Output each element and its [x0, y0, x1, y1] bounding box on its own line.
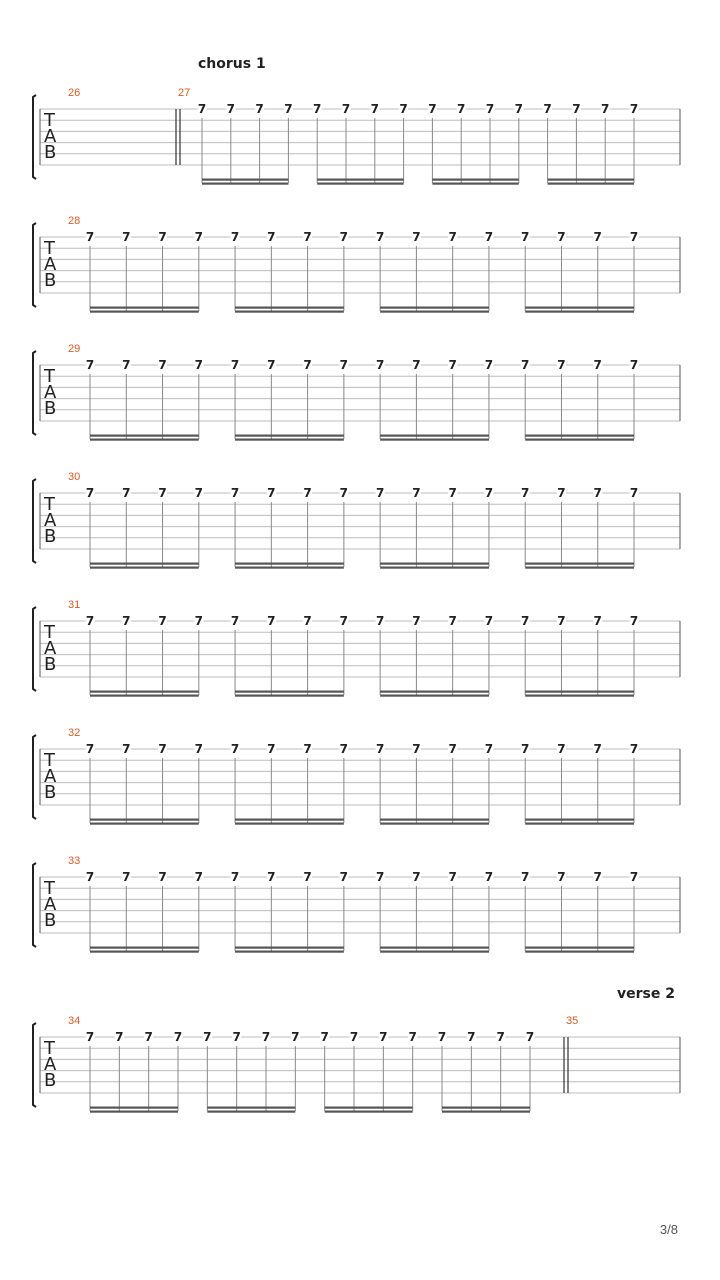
fret-number: 7: [230, 742, 240, 756]
fret-number: 7: [496, 1030, 505, 1044]
fret-number: 7: [267, 742, 276, 756]
beam: [548, 179, 634, 181]
beam: [90, 823, 199, 825]
fret-number: 7: [399, 102, 408, 116]
fret-number: 7: [629, 102, 639, 116]
tab-clef-letter: B: [44, 910, 57, 931]
fret-number: 7: [412, 870, 421, 884]
fret-number: 7: [484, 870, 494, 884]
fret-number: 7: [122, 486, 131, 500]
tab-system: [33, 599, 680, 697]
fret-number: 7: [629, 358, 639, 372]
beam: [380, 695, 489, 697]
fret-number: 7: [629, 870, 639, 884]
fret-number: 7: [194, 486, 203, 500]
beam: [525, 947, 634, 949]
fret-number: 7: [521, 870, 530, 884]
system-bracket: [33, 1023, 36, 1107]
fret-number: 7: [457, 102, 466, 116]
fret-number: 7: [484, 486, 494, 500]
measure-number: 30: [68, 471, 81, 483]
tab-clef-letter: T: [44, 750, 55, 771]
tab-clef-letter: A: [44, 510, 57, 531]
fret-number: 7: [158, 486, 167, 500]
beam: [525, 311, 634, 313]
beam: [380, 819, 489, 821]
fret-number: 7: [593, 614, 602, 628]
tab-system: [33, 727, 680, 825]
fret-number: 7: [375, 230, 385, 244]
tab-clef-letter: A: [44, 638, 57, 659]
fret-number: 7: [267, 614, 276, 628]
fret-number: 7: [339, 870, 349, 884]
beam: [90, 1111, 178, 1113]
fret-number: 7: [412, 614, 421, 628]
fret-number: 7: [122, 870, 131, 884]
fret-number: 7: [267, 230, 276, 244]
section-label: verse 2: [617, 986, 675, 1002]
fret-number: 7: [375, 358, 385, 372]
fret-number: 7: [230, 358, 240, 372]
fret-number: 7: [448, 614, 457, 628]
beam: [90, 307, 199, 309]
beam: [90, 951, 199, 953]
fret-number: 7: [375, 742, 385, 756]
fret-number: 7: [375, 870, 385, 884]
fret-number: 7: [85, 1030, 95, 1044]
tab-clef-letter: A: [44, 254, 57, 275]
fret-number: 7: [557, 742, 566, 756]
beam: [235, 307, 344, 309]
fret-number: 7: [521, 742, 530, 756]
fret-number: 7: [261, 1030, 271, 1044]
system-bracket: [33, 351, 36, 435]
beam: [525, 951, 634, 953]
fret-number: 7: [158, 742, 167, 756]
fret-number: 7: [197, 102, 207, 116]
beam: [525, 567, 634, 569]
fret-number: 7: [339, 358, 349, 372]
fret-number: 7: [230, 486, 240, 500]
fret-number: 7: [408, 1030, 417, 1044]
fret-number: 7: [572, 102, 581, 116]
beam: [380, 823, 489, 825]
system-bracket: [33, 223, 36, 307]
fret-number: 7: [593, 486, 602, 500]
fret-number: 7: [629, 230, 639, 244]
beam: [207, 1107, 295, 1109]
system-bracket: [33, 607, 36, 691]
tab-clef-letter: A: [44, 1054, 57, 1075]
beam: [90, 947, 199, 949]
measure-number: 35: [566, 1015, 579, 1027]
fret-number: 7: [158, 870, 167, 884]
tab-clef-letter: T: [44, 366, 55, 387]
fret-number: 7: [339, 614, 349, 628]
beam: [90, 695, 199, 697]
beam: [380, 947, 489, 949]
fret-number: 7: [115, 1030, 124, 1044]
beam: [90, 567, 199, 569]
beam: [525, 819, 634, 821]
tab-clef-letter: A: [44, 766, 57, 787]
fret-number: 7: [267, 358, 276, 372]
fret-number: 7: [339, 486, 349, 500]
beam: [525, 563, 634, 565]
beam: [235, 435, 344, 437]
fret-number: 7: [593, 230, 602, 244]
fret-number: 7: [122, 742, 131, 756]
fret-number: 7: [437, 1030, 447, 1044]
fret-number: 7: [467, 1030, 476, 1044]
measure-number: 29: [68, 343, 81, 355]
fret-number: 7: [122, 358, 131, 372]
beam: [235, 311, 344, 313]
section-label: chorus 1: [198, 56, 266, 72]
beam: [432, 179, 518, 181]
beam: [90, 1107, 178, 1109]
fret-number: 7: [375, 486, 385, 500]
tab-system: [33, 215, 680, 313]
tab-clef-letter: T: [44, 622, 55, 643]
beam: [432, 183, 518, 185]
fret-number: 7: [303, 358, 312, 372]
fret-number: 7: [629, 486, 639, 500]
fret-number: 7: [194, 358, 203, 372]
fret-number: 7: [85, 230, 95, 244]
fret-number: 7: [448, 358, 457, 372]
fret-number: 7: [303, 486, 312, 500]
beam: [525, 439, 634, 441]
fret-number: 7: [557, 486, 566, 500]
fret-number: 7: [484, 742, 494, 756]
tab-system: [33, 986, 680, 1113]
fret-number: 7: [557, 230, 566, 244]
beam: [202, 179, 288, 181]
fret-number: 7: [85, 614, 95, 628]
fret-number: 7: [158, 358, 167, 372]
fret-number: 7: [284, 102, 293, 116]
fret-number: 7: [412, 486, 421, 500]
fret-number: 7: [485, 102, 495, 116]
fret-number: 7: [484, 230, 494, 244]
fret-number: 7: [85, 358, 95, 372]
measure-number: 26: [68, 87, 81, 99]
fret-number: 7: [230, 230, 240, 244]
measure-number: 34: [68, 1015, 81, 1027]
fret-number: 7: [122, 614, 131, 628]
tab-clef-letter: T: [44, 110, 55, 131]
beam: [235, 439, 344, 441]
fret-number: 7: [521, 614, 530, 628]
fret-number: 7: [521, 486, 530, 500]
beam: [525, 695, 634, 697]
measure-number: 32: [68, 727, 81, 739]
fret-number: 7: [255, 102, 264, 116]
beam: [442, 1111, 530, 1113]
beam: [442, 1107, 530, 1109]
beam: [325, 1107, 413, 1109]
fret-number: 7: [629, 614, 639, 628]
beam: [525, 307, 634, 309]
beam: [380, 307, 489, 309]
beam: [90, 311, 199, 313]
fret-number: 7: [341, 102, 351, 116]
beam: [380, 691, 489, 693]
fret-number: 7: [122, 230, 131, 244]
fret-number: 7: [313, 102, 322, 116]
fret-number: 7: [85, 742, 95, 756]
fret-number: 7: [521, 358, 530, 372]
fret-number: 7: [303, 870, 312, 884]
tab-clef-letter: T: [44, 238, 55, 259]
beam: [235, 567, 344, 569]
fret-number: 7: [593, 742, 602, 756]
system-bracket: [33, 95, 36, 179]
fret-number: 7: [267, 870, 276, 884]
beam: [90, 563, 199, 565]
fret-number: 7: [525, 1030, 535, 1044]
fret-number: 7: [557, 358, 566, 372]
beam: [380, 951, 489, 953]
tab-clef-letter: T: [44, 1038, 55, 1059]
beam: [235, 819, 344, 821]
fret-number: 7: [339, 230, 349, 244]
fret-number: 7: [514, 102, 523, 116]
fret-number: 7: [448, 230, 457, 244]
fret-number: 7: [448, 486, 457, 500]
tab-clef-letter: B: [44, 142, 57, 163]
beam: [325, 1111, 413, 1113]
fret-number: 7: [375, 614, 385, 628]
measure-number: 31: [68, 599, 81, 611]
fret-number: 7: [557, 614, 566, 628]
fret-number: 7: [267, 486, 276, 500]
fret-number: 7: [448, 742, 457, 756]
tab-system: [33, 56, 680, 185]
beam: [525, 435, 634, 437]
fret-number: 7: [194, 614, 203, 628]
beam: [380, 435, 489, 437]
system-bracket: [33, 863, 36, 947]
tab-system: [33, 343, 680, 441]
fret-number: 7: [203, 1030, 212, 1044]
tab-clef-letter: A: [44, 126, 57, 147]
beam: [380, 311, 489, 313]
fret-number: 7: [194, 870, 203, 884]
fret-number: 7: [349, 1030, 359, 1044]
fret-number: 7: [484, 358, 494, 372]
fret-number: 7: [173, 1030, 183, 1044]
tab-system: [33, 471, 680, 569]
fret-number: 7: [194, 230, 203, 244]
beam: [235, 691, 344, 693]
fret-number: 7: [291, 1030, 300, 1044]
fret-number: 7: [412, 230, 421, 244]
tab-clef-letter: B: [44, 782, 57, 803]
fret-number: 7: [601, 102, 610, 116]
fret-number: 7: [226, 102, 235, 116]
tab-clef-letter: B: [44, 270, 57, 291]
fret-number: 7: [557, 870, 566, 884]
fret-number: 7: [85, 870, 95, 884]
beam: [235, 823, 344, 825]
system-bracket: [33, 735, 36, 819]
measure-number: 27: [178, 87, 191, 99]
tab-clef-letter: T: [44, 494, 55, 515]
beam: [90, 819, 199, 821]
beam: [207, 1111, 295, 1113]
fret-number: 7: [303, 230, 312, 244]
beam: [235, 951, 344, 953]
fret-number: 7: [629, 742, 639, 756]
fret-number: 7: [521, 230, 530, 244]
measure-number: 33: [68, 855, 81, 867]
fret-number: 7: [448, 870, 457, 884]
fret-number: 7: [232, 1030, 241, 1044]
beam: [317, 183, 403, 185]
fret-number: 7: [428, 102, 437, 116]
fret-number: 7: [543, 102, 552, 116]
fret-number: 7: [379, 1030, 388, 1044]
tab-clef-letter: B: [44, 526, 57, 547]
beam: [202, 183, 288, 185]
beam: [235, 695, 344, 697]
beam: [90, 435, 199, 437]
tab-clef-letter: A: [44, 894, 57, 915]
tab-clef-letter: B: [44, 1070, 57, 1091]
fret-number: 7: [158, 614, 167, 628]
beam: [235, 947, 344, 949]
beam: [380, 439, 489, 441]
fret-number: 7: [158, 230, 167, 244]
fret-number: 7: [230, 870, 240, 884]
fret-number: 7: [85, 486, 95, 500]
fret-number: 7: [339, 742, 349, 756]
beam: [90, 439, 199, 441]
beam: [548, 183, 634, 185]
fret-number: 7: [194, 742, 203, 756]
beam: [525, 823, 634, 825]
beam: [235, 563, 344, 565]
fret-number: 7: [230, 614, 240, 628]
fret-number: 7: [144, 1030, 153, 1044]
beam: [317, 179, 403, 181]
tab-clef-letter: T: [44, 878, 55, 899]
fret-number: 7: [303, 742, 312, 756]
fret-number: 7: [320, 1030, 329, 1044]
beam: [380, 567, 489, 569]
tab-clef-letter: B: [44, 398, 57, 419]
system-bracket: [33, 479, 36, 563]
measure-number: 28: [68, 215, 81, 227]
beam: [380, 563, 489, 565]
beam: [90, 691, 199, 693]
fret-number: 7: [303, 614, 312, 628]
fret-number: 7: [412, 742, 421, 756]
beam: [525, 691, 634, 693]
tab-clef-letter: B: [44, 654, 57, 675]
fret-number: 7: [484, 614, 494, 628]
fret-number: 7: [593, 870, 602, 884]
fret-number: 7: [412, 358, 421, 372]
tab-system: [33, 855, 680, 953]
tab-clef-letter: A: [44, 382, 57, 403]
fret-number: 7: [370, 102, 379, 116]
fret-number: 7: [593, 358, 602, 372]
page-number: 3/8: [659, 1222, 678, 1237]
